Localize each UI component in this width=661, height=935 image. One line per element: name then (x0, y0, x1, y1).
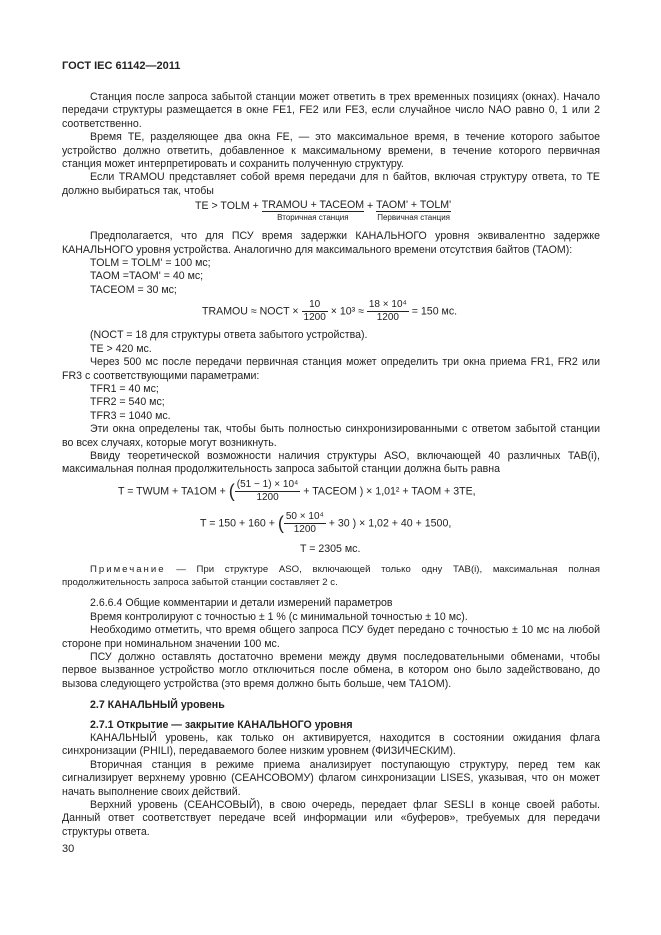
paragraph: (NOCT = 18 для структуры ответа забытого устройства). (90, 329, 368, 342)
paragraph: Через 500 мс после передачи первичная станция может определить три окна приема FR1, FR2 или FR3 с соответствующими параметрами: (62, 356, 600, 382)
bracket: ( (277, 512, 284, 533)
section-heading-2-7-1: 2.7.1 Открытие — закрытие КАНАЛЬНОГО уровня (90, 718, 353, 731)
paragraph: Ввиду теоретической возможности наличия структуры ASO, включающей 40 различных TAB(i), максимальная полная продолжительность запроса забытой станции должна быть равна (62, 449, 600, 476)
fraction-numerator: (51 − 1) × 10⁴ (236, 478, 299, 490)
formula-label: Вторичная станция (262, 211, 364, 223)
paragraph: Предполагается, что для ПСУ время задержки КАНАЛЬНОГО уровня эквивалентно задержке КАНАЛЬНОГО уровня устройства. Аналогично для максимального времени отсутствия байтов (TAOM): (62, 230, 600, 256)
formula-part: = 150 мс. (411, 305, 458, 318)
formula-part: TAOM' + TOLM' (376, 199, 452, 212)
formula-part: + TACEOM ) × 1,01² + TAOM + 3TE, (303, 485, 476, 498)
paragraph: TE > 420 мс. (90, 342, 152, 355)
fraction (235, 479, 301, 504)
paragraph: Эти окна определены так, чтобы быть полностью синхронизированными с ответом забытой станции во всех случаях, которые могут возникнуть. (62, 423, 600, 449)
formula-group-primary (376, 200, 451, 223)
paragraph: ПСУ должно оставлять достаточно времени между двумя последовательными обменами, чтобы первое вызванное устройство могло отключиться после обмена, в котором оно было задействовано, до вызова следующего устройства (это время должно быть больше, чем TA1OM). (62, 650, 600, 690)
fraction (302, 299, 328, 324)
section-heading: 2.6.6.4 Общие комментарии и детали измерений параметров (90, 597, 393, 610)
fraction-denominator: 1200 (376, 312, 399, 324)
paragraph: Станция после запроса забытой станции может ответить в трех временных позициях (окнах). Начало передачи структуры размещается в окне FE1, FE2 или FE3, если случайное число NAO равно 0, 1 или 2 соответственно. (62, 91, 600, 130)
formula-part: TRAMOU ≈ NOCT × (202, 305, 299, 318)
formula-group-secondary (262, 200, 364, 223)
value-line: TACEOM = 30 мс; (90, 283, 177, 296)
formula-label: Первичная станция (377, 213, 451, 223)
fraction-numerator: 18 × 10⁴ (368, 299, 407, 311)
formula-part: T = TWUM + TA1OM + (118, 485, 229, 498)
section-heading-2-7: 2.7 КАНАЛЬНЫЙ уровень (90, 699, 225, 712)
paragraph: Верхний уровень (СЕАНСОВЫЙ), в свою очередь, передает флаг SESLI в конце своей работы. Данный ответ соответствует передаче всей информации или «буферов», требуемых для передачи структуры ответа. (62, 799, 600, 838)
fraction-denominator: 1200 (256, 491, 279, 503)
value-line: TFR3 = 1040 мс. (90, 409, 171, 422)
paragraph: Вторичная станция в режиме приема анализирует поступающую структуру, перед тем как сигнализирует верхнему уровню (СЕАНСОВОМУ) флагом синхронизации LISES, указывая, что он может начать выполнение своих действий. (62, 758, 600, 798)
fraction-numerator: 50 × 10⁴ (285, 510, 324, 522)
paragraph: КАНАЛЬНЫЙ уровень, как только он активируется, находится в состоянии ожидания флага синхронизации (PHILI), передаваемого более низким уровнем (ФИЗИЧЕСКИМ). (62, 732, 600, 758)
formula-total-values (200, 511, 600, 541)
paragraph: Если TRAMOU представляет собой время передачи для n байтов, включая структуру ответа, то TE должно выбираться так, чтобы (62, 171, 600, 197)
formula-part: TRAMOU + TACEOM (261, 199, 365, 212)
fraction-denominator: 1200 (303, 312, 326, 324)
formula-total (118, 479, 600, 509)
fraction-denominator: 1200 (293, 523, 316, 535)
page-number: 30 (62, 843, 75, 855)
paragraph: Время контролируют с точностью ± 1 % (с минимальной точностью ± 10 мс). (90, 610, 468, 623)
formula-part: + 30 ) × 1,02 + 40 + 1500, (328, 517, 452, 530)
formula-tramou (202, 299, 600, 329)
note-label: Примечание (90, 564, 166, 576)
value-line: TOLM = TOLM' = 100 мс; (90, 257, 211, 270)
formula-part: + (364, 200, 377, 213)
value-line: TAOM =TAOM' = 40 мс; (90, 270, 204, 283)
note (62, 564, 600, 589)
paragraph: Время TE, разделяющее два окна FE, — это максимальное время, в течение которого забытое устройство должно ответить, добавленное к максимальному времени, в течение которого первичная станция может интерпретировать и сохранить полученную структуру. (62, 131, 600, 171)
formula-part: TE > TOLM + (195, 200, 262, 213)
body-text (62, 91, 600, 839)
fraction (367, 299, 409, 324)
note-text: — При структуре ASO, включающей только одну TAB(i), максимальная полная продолжительность запроса забытой станции составляет 2 с. (62, 564, 600, 588)
fraction-numerator: 10 (302, 299, 328, 312)
value-line: TFR2 = 540 мс; (90, 396, 165, 409)
formula-part: T = 150 + 160 + (200, 517, 278, 530)
formula-part: × 10³ ≈ (330, 305, 364, 318)
formula-te (195, 200, 600, 230)
document-header: ГОСТ IEC 61142—2011 (62, 60, 181, 72)
value-line: TFR1 = 40 мс; (90, 382, 159, 395)
formula-result: T = 2305 мс. (300, 542, 361, 555)
bracket: ( (228, 480, 235, 501)
fraction (284, 511, 326, 536)
paragraph: Необходимо отметить, что время общего запроса ПСУ будет передано с точностью ± 10 мс на любой стороне при номинальном значении 100 мс. (62, 624, 600, 650)
